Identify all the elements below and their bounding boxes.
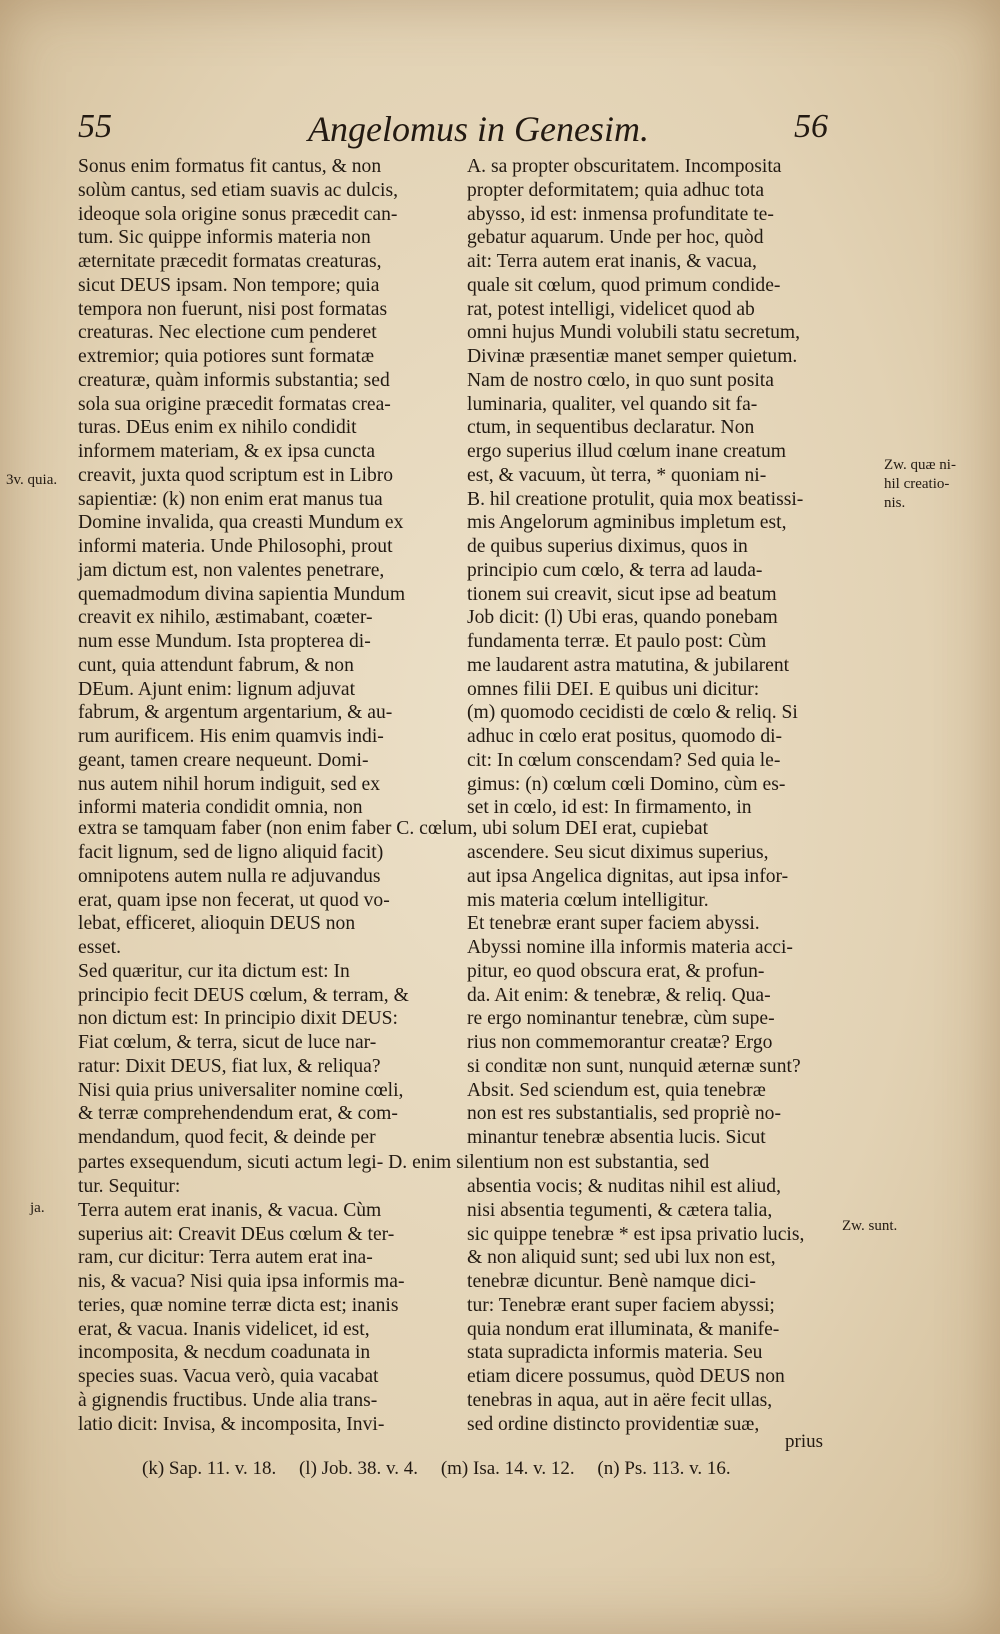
text-line: sic quippe tenebræ * est ipsa privatio lucis,: [467, 1223, 805, 1245]
text-line: tur: Tenebræ erant super faciem abyssi;: [467, 1294, 775, 1316]
text-line: luminaria, qualiter, vel quando sit fa-: [467, 393, 758, 415]
text-line: ratur: Dixit DEUS, fiat lux, & reliqua?: [78, 1055, 381, 1077]
left-column-top: [78, 155, 428, 820]
text-line: ergo superius illud cœlum inane creatum: [467, 441, 787, 462]
text-line: cunt, quia attendunt fabrum, & non: [78, 654, 354, 676]
catchword: prius: [785, 1431, 823, 1452]
text-line: num esse Mundum. Ista propterea di-: [78, 631, 371, 652]
margin-note: Zw. sunt.: [842, 1218, 898, 1234]
text-line: Nam de nostro cœlo, in quo sunt posita: [467, 369, 774, 391]
footnote: (n) Ps. 113. v. 16.: [597, 1458, 731, 1479]
text-line: principio cum cœlo, & terra ad lauda-: [467, 559, 763, 581]
footnote: (l) Job. 38. v. 4.: [298, 1458, 419, 1479]
text-line: ctum, in sequentibus declaratur. Non: [467, 417, 755, 439]
text-line: absentia vocis; & nuditas nihil est aliud,: [467, 1176, 781, 1197]
text-line: facit lignum, sed de ligno aliquid facit): [78, 842, 384, 863]
text-line: ait: Terra autem erat inanis, & vacua,: [467, 251, 757, 272]
text-line: Et tenebræ erant super faciem abyssi.: [467, 913, 760, 935]
text-line: jam dictum est, non valentes penetrare,: [78, 559, 385, 581]
running-title: Angelomus in Genesim.: [308, 109, 649, 149]
text-line: etiam dicere possumus, quòd DEUS non: [467, 1366, 785, 1387]
footnotes: [142, 1458, 749, 1480]
text-line: informi materia. Unde Philosophi, prout: [78, 536, 393, 557]
full-width-line-1: [78, 817, 828, 841]
text-line: sicut DEUS ipsam. Non tempore; quia: [78, 274, 380, 296]
margin-note: 3v. quia.: [6, 472, 58, 488]
text-line: quemadmodum divina sapientia Mundum: [78, 583, 406, 605]
text-line: omnes filii DEI. E quibus uni dicitur:: [467, 678, 760, 700]
text-line: sapientiæ: (k) non enim erat manus tua: [78, 488, 383, 510]
text-line: informi materia condidit omnia, non: [78, 797, 363, 819]
right-column-bottom: [467, 1175, 827, 1436]
text-line: fundamenta terræ. Et paulo post: Cùm: [467, 631, 767, 652]
text-line: geant, tamen creare nequeunt. Domi-: [78, 749, 369, 771]
text-line: aut ipsa Angelica dignitas, aut ipsa infor-: [467, 865, 789, 887]
text-line: omnipotens autem nulla re adjuvandus: [78, 865, 381, 887]
text-line: Absit. Sed sciendum est, quia tenebræ: [467, 1079, 766, 1101]
text-line: abysso, id est: inmensa profunditate te-: [467, 203, 774, 225]
text-line: ideoque sola origine sonus præcedit can-: [78, 203, 398, 225]
text-line: tionem sui creavit, sicut ipse ad beatum: [467, 583, 777, 605]
text-line: cit: In cœlum conscendam? Sed quia le-: [467, 749, 781, 771]
text-line: solùm cantus, sed etiam suavis ac dulcis,: [78, 179, 398, 201]
right-column-middle: [467, 841, 827, 1150]
text-line: rat, potest intelligi, videlicet quod ab: [467, 298, 755, 320]
text-line: species suas. Vacua verò, quia vacabat: [78, 1366, 379, 1387]
text-line: mendandum, quod fecit, & deinde per: [78, 1127, 376, 1148]
text-line: non est res substantialis, sed propriè no-: [467, 1103, 781, 1125]
text-line: Fiat cœlum, & terra, sicut de luce nar-: [78, 1032, 377, 1053]
right-column-top: [467, 155, 827, 820]
text-line: creaturæ, quàm informis substantia; sed: [78, 369, 390, 391]
text-line: mis materia cœlum intelligitur.: [467, 889, 709, 911]
text-line: B. hil creatione protulit, quia mox beatissi-: [467, 488, 804, 510]
text-line: turas. DEus enim ex nihilo condidit: [78, 417, 357, 439]
text-line: Sed quæritur, cur ita dictum est: In: [78, 960, 350, 982]
text-line: de quibus superius diximus, quos in: [467, 536, 748, 557]
text-line: ascendere. Seu sicut diximus superius,: [467, 842, 769, 863]
text-line: Abyssi nomine illa informis materia acci-: [467, 937, 793, 958]
text-line: set in cœlo, id est: In firmamento, in: [467, 797, 752, 819]
text-line: adhuc in cœlo erat positus, quomodo di-: [467, 726, 783, 747]
text-line: Sonus enim formatus fit cantus, & non: [78, 156, 382, 177]
text-line: A. sa propter obscuritatem. Incomposita: [467, 156, 782, 177]
text-line: re ergo nominantur tenebræ, cùm supe-: [467, 1008, 775, 1030]
left-column-middle: [78, 841, 428, 1150]
text-line: pitur, eo quod obscura erat, & profun-: [467, 960, 765, 982]
text-line: ram, cur dicitur: Terra autem erat ina-: [78, 1247, 373, 1269]
running-header: [78, 108, 828, 158]
margin-note: Zw. quæ ni- hil creatio- nis.: [884, 457, 956, 511]
left-column-bottom: [78, 1175, 428, 1436]
text-line: da. Ait enim: & tenebræ, & reliq. Qua-: [467, 984, 771, 1006]
text-line: tempora non fuerunt, nisi post formatas: [78, 298, 388, 320]
text-line: latio dicit: Invisa, & incomposita, Invi-: [78, 1413, 385, 1435]
text-line: rius non commemorantur creatæ? Ergo: [467, 1032, 773, 1053]
text-line: me laudarent astra matutina, & jubilarent: [467, 654, 790, 676]
text-line: creavit ex nihilo, æstimabant, coæter-: [78, 607, 373, 629]
text-line: si conditæ non sunt, nunquid æternæ sunt?: [467, 1055, 801, 1077]
text-line: stata supradicta informis materia. Seu: [467, 1342, 763, 1364]
text-line: extremior; quia potiores sunt formatæ: [78, 346, 375, 367]
text-line: est, & vacuum, ùt terra, * quoniam ni-: [467, 464, 767, 486]
text-line: æternitate præcedit formatas creaturas,: [78, 251, 382, 272]
full-width-line-2: [78, 1151, 828, 1175]
text-line: mis Angelorum agminibus impletum est,: [467, 512, 787, 534]
text-line: sed ordine distincto providentiæ suæ,: [467, 1413, 760, 1435]
text-line: tenebræ dicuntur. Benè namque dici-: [467, 1271, 756, 1292]
text-line: erat, & vacua. Inanis videlicet, id est,: [78, 1318, 370, 1340]
text-line: creaturas. Nec electione cum penderet: [78, 322, 377, 344]
text-line: sola sua origine præcedit formatas crea-: [78, 393, 391, 415]
text-line: Terra autem erat inanis, & vacua. Cùm: [78, 1199, 382, 1221]
text-line: partes exsequendum, sicuti actum legi- D. enim silentium non est substantia, sed: [78, 1152, 710, 1173]
text-line: rum aurificem. His enim quamvis indi-: [78, 726, 384, 747]
footnote: (m) Isa. 14. v. 12.: [440, 1458, 575, 1479]
text-line: Nisi quia prius universaliter nomine cœli,: [78, 1079, 404, 1101]
text-line: tum. Sic quippe informis materia non: [78, 227, 371, 249]
text-line: Divinæ præsentiæ manet semper quietum.: [467, 346, 798, 367]
text-line: extra se tamquam faber (non enim faber C. cœlum, ubi solum DEI erat, cupiebat: [78, 818, 709, 839]
text-line: à gignendis fructibus. Unde alia trans-: [78, 1389, 378, 1411]
page-number-left: 55: [78, 108, 112, 145]
text-line: (m) quomodo cecidisti de cœlo & reliq. Si: [467, 702, 798, 724]
text-line: tenebras in aqua, aut in aëre fecit ullas,: [467, 1389, 773, 1411]
text-line: non dictum est: In principio dixit DEUS:: [78, 1008, 399, 1030]
text-line: gimus: (n) cœlum cœli Domino, cùm es-: [467, 773, 786, 795]
text-line: nus autem nihil horum indiguit, sed ex: [78, 773, 381, 795]
text-line: quale sit cœlum, quod primum condide-: [467, 274, 781, 296]
text-line: minantur tenebræ absentia lucis. Sicut: [467, 1127, 766, 1148]
text-line: nis, & vacua? Nisi quia ipsa informis ma-: [78, 1271, 405, 1292]
text-line: nisi absentia tegumenti, & cætera talia,: [467, 1199, 773, 1221]
text-line: esset.: [78, 937, 121, 958]
text-line: teries, quæ nomine terræ dicta est; inanis: [78, 1294, 399, 1316]
text-line: informem materiam, & ex ipsa cuncta: [78, 441, 376, 462]
text-line: superius ait: Creavit DEus cœlum & ter-: [78, 1223, 395, 1245]
text-line: & non aliquid sunt; sed ubi lux non est,: [467, 1247, 776, 1269]
text-line: creavit, juxta quod scriptum est in Libro: [78, 464, 394, 486]
text-line: propter deformitatem; quia adhuc tota: [467, 179, 765, 201]
text-line: Job dicit: (l) Ubi eras, quando ponebam: [467, 607, 778, 629]
text-line: gebatur aquarum. Unde per hoc, quòd: [467, 227, 764, 249]
margin-note: ja.: [30, 1200, 45, 1216]
text-line: Domine invalida, qua creasti Mundum ex: [78, 512, 404, 534]
footnote: (k) Sap. 11. v. 18.: [142, 1458, 277, 1479]
text-line: & terræ comprehendendum erat, & com-: [78, 1103, 398, 1125]
text-line: erat, quam ipse non fecerat, ut quod vo-: [78, 889, 390, 911]
text-line: fabrum, & argentum argentarium, & au-: [78, 702, 393, 724]
page-number-right: 56: [794, 108, 828, 145]
text-line: omni hujus Mundi volubili statu secretum,: [467, 322, 801, 344]
text-line: incomposita, & necdum coadunata in: [78, 1342, 371, 1364]
text-line: lebat, efficeret, alioquin DEUS non: [78, 913, 356, 935]
text-line: quia nondum erat illuminata, & manife-: [467, 1318, 780, 1340]
text-line: principio fecit DEUS cœlum, & terram, &: [78, 984, 409, 1006]
text-line: DEum. Ajunt enim: lignum adjuvat: [78, 678, 356, 700]
text-line: tur. Sequitur:: [78, 1176, 181, 1197]
